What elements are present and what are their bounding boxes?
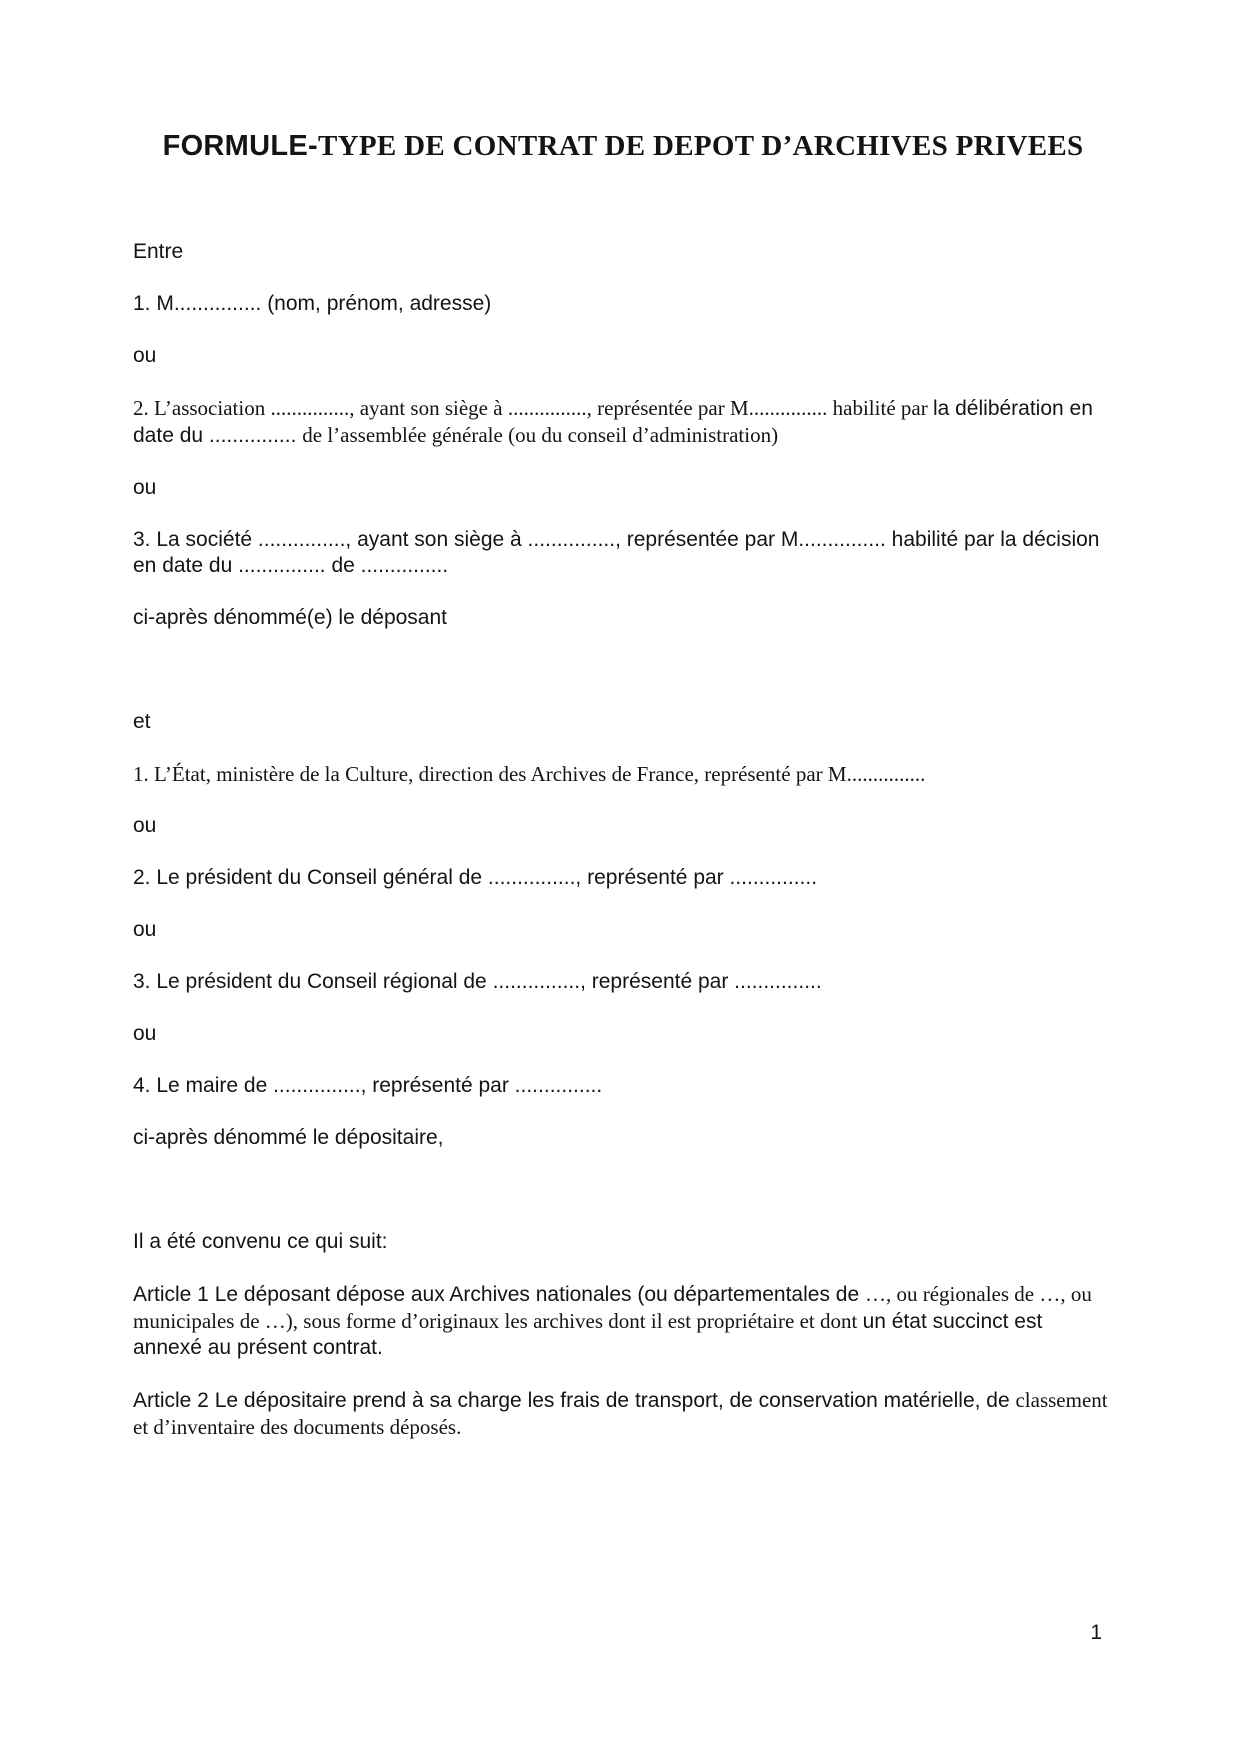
paragraph-depositor-designation: ci-après dénommé(e) le déposant	[133, 606, 447, 629]
paragraph-entre: Entre	[133, 240, 184, 263]
page-number: 1	[1090, 1621, 1102, 1644]
paragraph-depositor-option-3: 3. La société ..............., ayant son siège à ..............., représentée par M............... habilité par la décision en date du ............... de ...............	[133, 528, 1100, 577]
paragraph-separator-ou-5: ou	[133, 1022, 157, 1045]
document-title	[133, 129, 1113, 163]
paragraph-conjunction-et: et	[133, 710, 151, 733]
paragraph-article-2	[133, 1387, 1113, 1441]
article-2-segment-1: Article 2 Le dépositaire prend à sa charge les frais de transport, de conservation matérielle, de	[133, 1389, 1016, 1412]
depositor-option-2-segment-1: 2. L’association ..............., ayant son siège à ..............., représentée par M............... habilité par	[133, 396, 933, 420]
paragraph-depositor-option-1: 1. M............... (nom, prénom, adresse)	[133, 292, 492, 315]
paragraph-agreement-intro: Il a été convenu ce qui suit:	[133, 1230, 388, 1253]
depositor-option-2-segment-3: de l’assemblée générale (ou du conseil d’administration)	[302, 423, 779, 447]
paragraph-depositary-option-3: 3. Le président du Conseil régional de ..............., représenté par ...............	[133, 970, 822, 993]
paragraph-depositary-option-2: 2. Le président du Conseil général de ..............., représenté par ...............	[133, 866, 818, 889]
title-part-2: TYPE DE CONTRAT DE DEPOT D’ARCHIVES PRIVEES	[318, 130, 1084, 162]
title-part-1: FORMULE-	[162, 130, 318, 162]
paragraph-article-1	[133, 1281, 1113, 1361]
paragraph-depositary-option-1: 1. L’État, ministère de la Culture, direction des Archives de France, représenté par M...............	[133, 762, 926, 786]
depositor-option-2-segment-2: la délibération en date du ...............	[133, 397, 1093, 447]
paragraph-depositor-option-2	[133, 395, 1113, 449]
article-2-segment-2: classement et d’inventaire des documents déposés.	[133, 1388, 1108, 1439]
article-1-segment-1: Article 1 Le déposant dépose aux Archives nationales (ou départementales de	[133, 1283, 865, 1306]
paragraph-separator-ou-4: ou	[133, 918, 157, 941]
article-1-segment-2: …, ou régionales de …, ou municipales de …), sous forme d’originaux les archives dont il est propriétaire et dont	[133, 1282, 1092, 1333]
article-1-segment-3: un état succinct est annexé au présent contrat.	[133, 1310, 1043, 1359]
paragraph-separator-ou-1: ou	[133, 344, 157, 367]
paragraph-separator-ou-3: ou	[133, 814, 157, 837]
paragraph-depositary-designation: ci-après dénommé le dépositaire,	[133, 1126, 444, 1149]
paragraph-separator-ou-2: ou	[133, 476, 157, 499]
paragraph-depositary-option-4: 4. Le maire de ..............., représenté par ...............	[133, 1074, 603, 1097]
